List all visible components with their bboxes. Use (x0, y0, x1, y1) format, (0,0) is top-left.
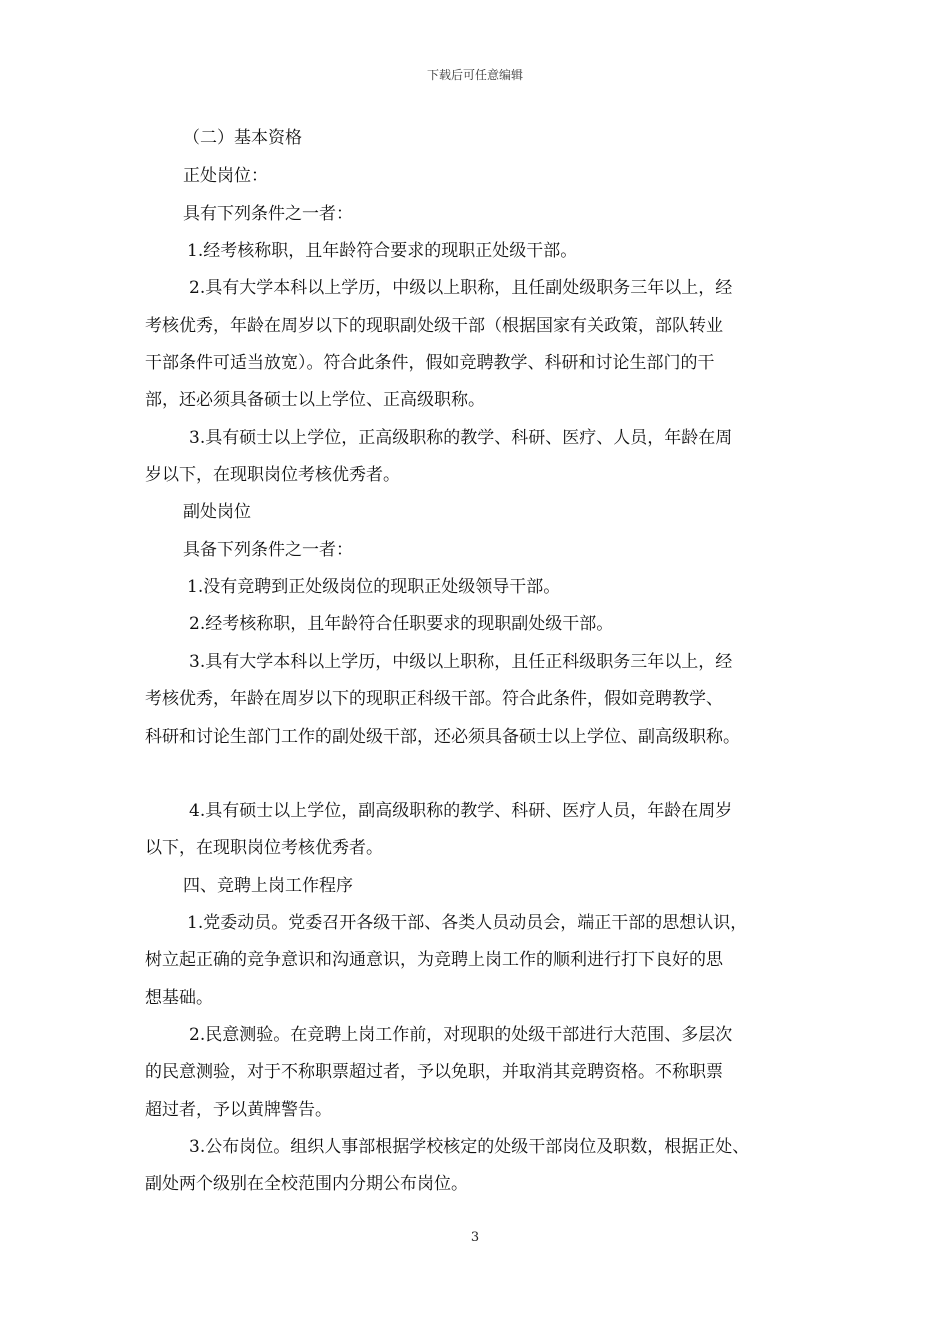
paragraph-line: 具有下列条件之一者： (183, 204, 353, 224)
paragraph-line: 2.经考核称职，且年龄符合任职要求的现职副处级干部。 (189, 614, 614, 634)
paragraph-line: 超过者，予以黄牌警告。 (145, 1100, 332, 1120)
paragraph-line: 部，还必须具备硕士以上学位、正高级职称。 (145, 390, 485, 410)
paragraph-line: 3.具有硕士以上学位，正高级职称的教学、科研、医疗、人员，年龄在周 (189, 428, 733, 448)
page-header: 下载后可任意编辑 (426, 68, 523, 82)
section-heading-basic-qualifications: （二）基本资格 (183, 128, 302, 148)
paragraph-line: 具备下列条件之一者： (183, 540, 353, 560)
paragraph-line: 考核优秀，年龄在周岁以下的现职副处级干部（根据国家有关政策，部队转业 (145, 316, 723, 336)
paragraph-line: 考核优秀，年龄在周岁以下的现职正科级干部。符合此条件，假如竞聘教学、 (145, 689, 723, 709)
subheading-deputy-post: 副处岗位 (183, 502, 251, 522)
paragraph-line: 1.没有竞聘到正处级岗位的现职正处级领导干部。 (187, 577, 561, 597)
paragraph-line: 4.具有硕士以上学位，副高级职称的教学、科研、医疗人员，年龄在周岁 (189, 801, 733, 821)
paragraph-line: 干部条件可适当放宽）。符合此条件，假如竞聘教学、科研和讨论生部门的干 (145, 353, 715, 373)
section-heading-procedure: 四、竞聘上岗工作程序 (183, 876, 353, 896)
paragraph-line: 1.党委动员。党委召开各级干部、各类人员动员会，端正干部的思想认识， (187, 913, 748, 933)
paragraph-line: 2.民意测验。在竞聘上岗工作前，对现职的处级干部进行大范围、多层次 (189, 1025, 733, 1045)
paragraph-line: 1.经考核称职，且年龄符合要求的现职正处级干部。 (187, 241, 578, 261)
paragraph-line: 科研和讨论生部门工作的副处级干部，还必须具备硕士以上学位、副高级职称。 (145, 727, 740, 747)
paragraph-line: 岁以下，在现职岗位考核优秀者。 (145, 465, 400, 485)
paragraph-line: 树立起正确的竞争意识和沟通意识，为竞聘上岗工作的顺利进行打下良好的思 (145, 950, 723, 970)
paragraph-line: 副处两个级别在全校范围内分期公布岗位。 (145, 1174, 468, 1194)
paragraph-line: 想基础。 (145, 988, 213, 1008)
paragraph-line: 3.具有大学本科以上学历，中级以上职称，且任正科级职务三年以上，经 (189, 652, 733, 672)
paragraph-line: 以下，在现职岗位考核优秀者。 (145, 838, 383, 858)
page-number: 3 (470, 1230, 480, 1245)
subheading-senior-post: 正处岗位： (183, 166, 268, 186)
paragraph-line: 2.具有大学本科以上学历，中级以上职称，且任副处级职务三年以上，经 (189, 278, 733, 298)
paragraph-line: 的民意测验，对于不称职票超过者，予以免职，并取消其竞聘资格。不称职票 (145, 1062, 723, 1082)
paragraph-line: 3.公布岗位。组织人事部根据学校核定的处级干部岗位及职数，根据正处、 (189, 1137, 750, 1157)
